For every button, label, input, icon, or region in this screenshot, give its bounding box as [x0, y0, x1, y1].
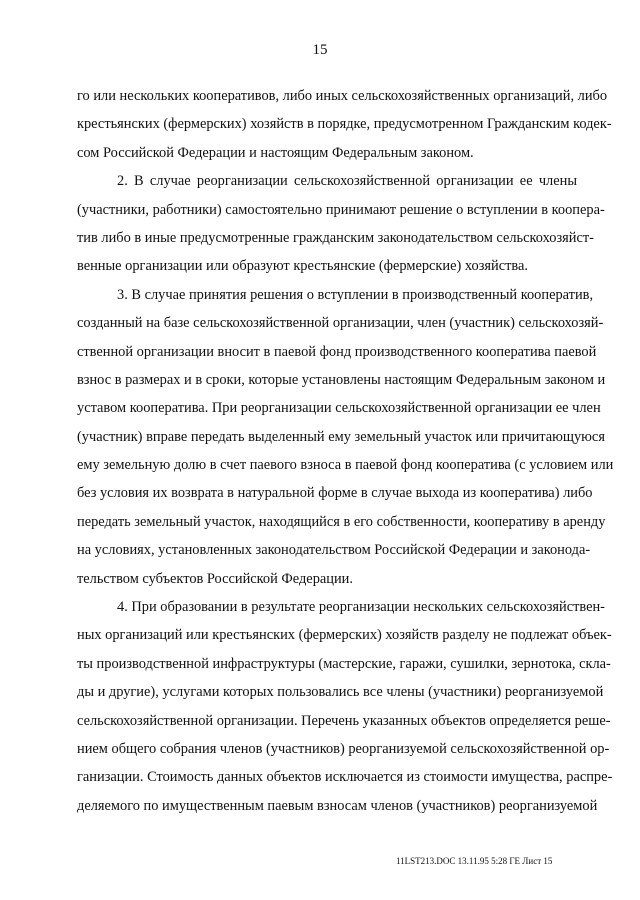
- text-line: нием общего собрания членов (участников) реорганизуемой сельскохозяйственной ор-: [77, 740, 610, 757]
- text-line: уставом кооператива. При реорганизации сельскохозяйственной организации ее член: [77, 400, 601, 417]
- text-line: венные организации или образуют крестьянские (фермерские) хозяйства.: [77, 258, 529, 275]
- text-line: на условиях, установленных законодательством Российской Федерации и законода-: [77, 542, 591, 559]
- paragraph-2: [77, 167, 605, 281]
- text-line: го или нескольких кооперативов, либо иных сельскохозяйственных организаций, либо: [77, 88, 608, 104]
- text-line: тив либо в иные предусмотренные гражданским законодательством сельскохозяйст-: [77, 229, 594, 246]
- text-line: ты производственной инфраструктуры (мастерские, гаражи, сушилки, зернотока, скла-: [77, 655, 611, 672]
- text-line: передать земельный участок, находящийся в его собственности, кооперативу в аренду: [77, 513, 606, 530]
- text-line: ды и другие), услугами которых пользовались все члены (участники) реорганизуемой: [77, 684, 604, 701]
- text-line: тельством субъектов Российской Федерации.: [77, 570, 353, 587]
- text-line: 3. В случае принятия решения о вступлении в производственный кооператив,: [117, 286, 594, 303]
- page-number: 15: [312, 42, 328, 58]
- document-body: [77, 82, 614, 820]
- text-line: взнос в размерах и в сроки, которые установлены настоящим Федеральным законом и: [77, 371, 606, 388]
- text-line: сом Российской Федерации и настоящим Федеральным законом.: [77, 144, 474, 161]
- text-line: (участник) вправе передать выделенный ему земельный участок или причитающуюся: [77, 428, 605, 445]
- text-line: 4. При образовании в результате реорганизации нескольких сельскохозяйствен-: [117, 599, 605, 616]
- text-line: (участники, работники) самостоятельно принимают решение о вступлении в коопера-: [77, 201, 605, 218]
- text-line: ных организаций или крестьянских (фермерских) хозяйств разделу не подлежат объек-: [77, 627, 612, 644]
- text-line: ственной организации вносит в паевой фонд производственного кооператива паевой: [77, 343, 597, 360]
- text-line: без условия их возврата в натуральной форме в случае выхода из кооператива) либо: [77, 485, 593, 502]
- paragraph-3: [77, 281, 614, 593]
- text-line: созданный на базе сельскохозяйственной организации, член (участник) сельскохозяй-: [77, 315, 604, 332]
- text-line: крестьянских (фермерских) хозяйств в порядке, предусмотренном Гражданским кодек-: [77, 116, 612, 133]
- text-line: деляемого по имущественным паевым взносам членов (участников) реорганизуемой: [77, 797, 598, 814]
- paragraph-continuation: [77, 82, 612, 167]
- paragraph-4: [77, 593, 613, 820]
- text-line: сельскохозяйственной организации. Перечень указанных объектов определяется реше-: [77, 712, 611, 729]
- text-line: ганизации. Стоимость данных объектов исключается из стоимости имущества, распре-: [77, 769, 613, 786]
- text-line: 2. В случае реорганизации сельскохозяйственной организации ее члены: [117, 173, 577, 190]
- document-footer: 11LST213.DOC 13.11.95 5:28 ГЕ Лист 15: [396, 856, 553, 866]
- text-line: ему земельную долю в счет паевого взноса в паевой фонд кооператива (с условием или: [77, 457, 614, 474]
